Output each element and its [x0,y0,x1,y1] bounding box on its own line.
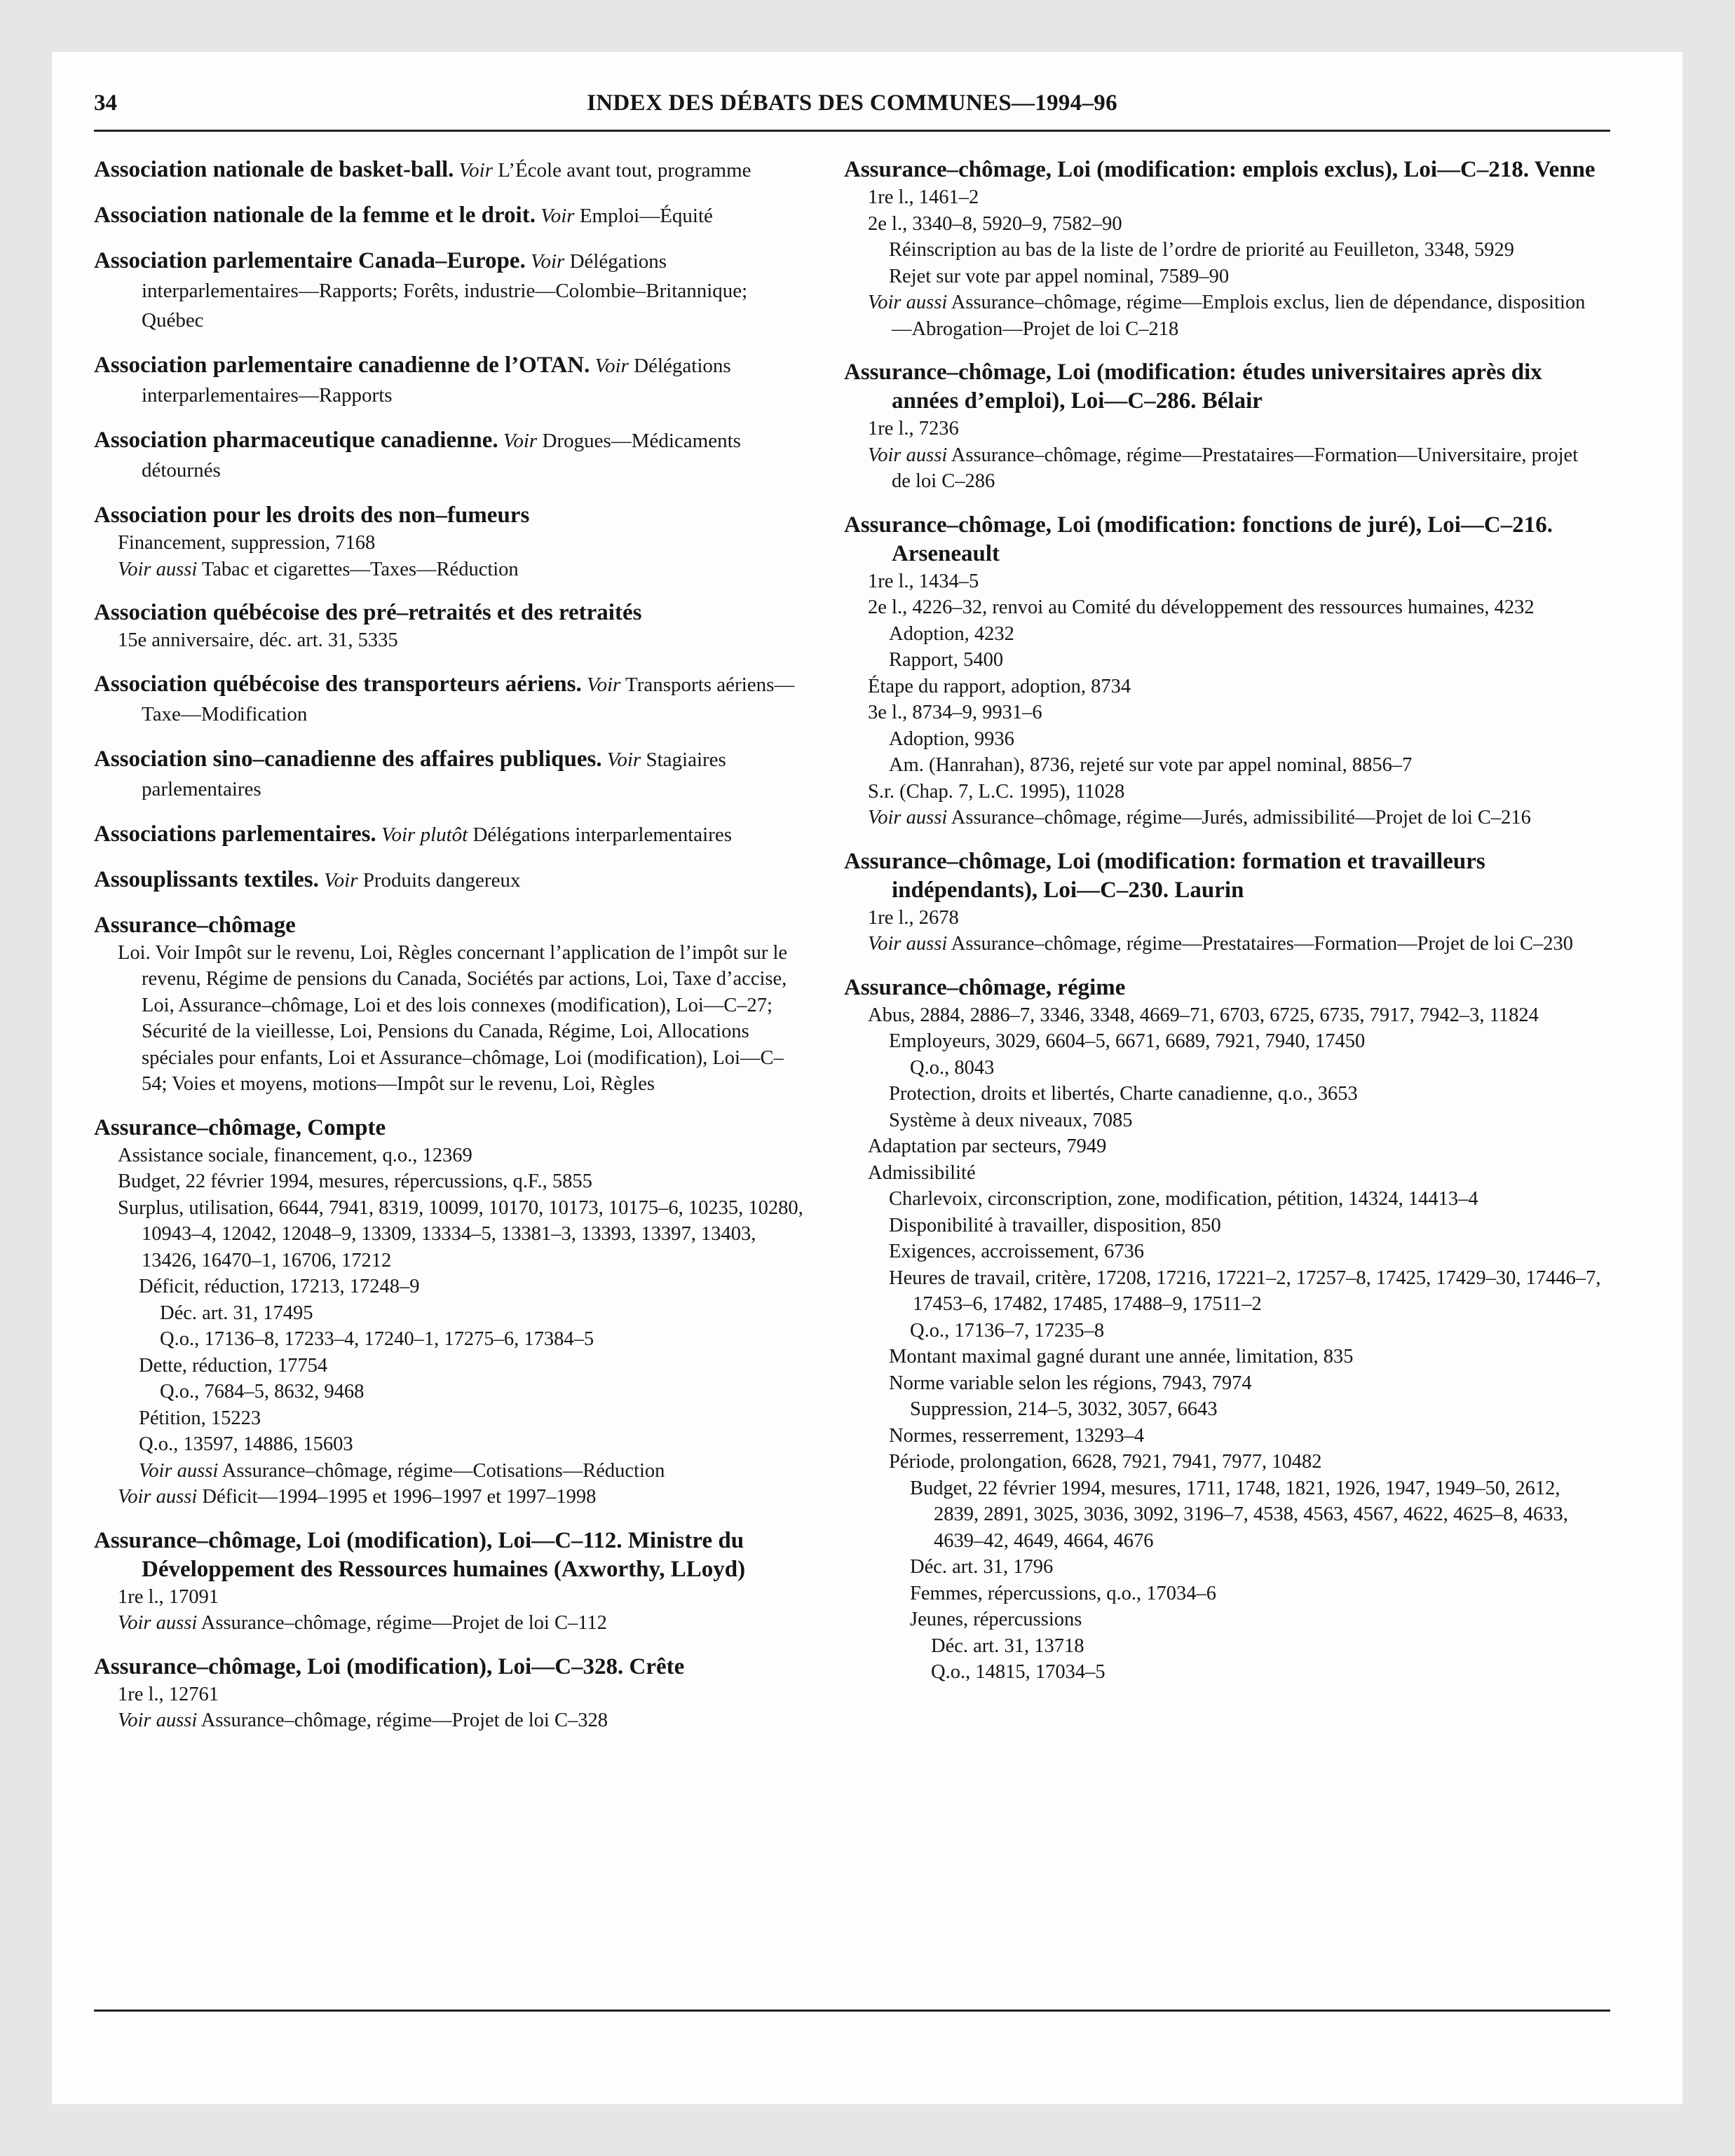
subentry-text: Exigences, accroissement, 6736 [889,1241,1145,1262]
entry-heading [94,501,809,530]
subentry [844,264,1601,290]
see-target: Stagiaires parlementaires [142,748,726,800]
index-entry [94,201,809,231]
entry-heading [94,911,809,940]
heading-text: Association sino–canadienne des affaires publiques. [94,746,602,772]
subentry [94,1195,809,1274]
index-entry [94,426,809,485]
see-target: Transports aériens—Taxe—Modification [142,673,795,725]
subentry [94,1405,809,1432]
index-entry [844,156,1601,342]
subentry-text: 2e l., 4226–32, renvoi au Comité du développement des ressources humaines, 4232 [868,596,1535,618]
left-column [94,156,809,1750]
subentry-text: Assurance–chômage, régime—Emplois exclus, lien de dépendance, disposition—Abrogation—Projet de loi C–218 [892,292,1586,340]
subentry [844,726,1601,753]
see-target: Délégations interparlementaires—Rapports; Forêts, industrie—Colombie–Britannique; Québec [142,250,748,332]
subentry-text: Loi. Voir Impôt sur le revenu, Loi, Règles concernant l’application de l’impôt sur le revenu, Régime de pensions du Canada, Sociétés par actions, Loi, Taxe d’accise, Loi, Assurance–chômage, Loi et des lois connexes (modification), Loi—C–27; Sécurité de la vieillesse, Loi, Pensions du Canada, Régime, Loi, Allocations spéciales pour enfants, Loi et Assurance–chômage, Loi (modification), Loi—C–54; Voies et moyens, motions—Impôt sur le revenu, Loi, Règles [118,941,788,1095]
page-header [94,90,1610,132]
subentry [844,647,1601,674]
subentry [94,627,809,654]
cross-reference [536,205,713,227]
subentry-text: 1re l., 12761 [118,1683,219,1705]
subentry [94,1484,809,1510]
subentry [844,674,1601,700]
heading-text: Association nationale de basket-ball. [94,157,454,182]
subentry [844,184,1601,211]
subentry [94,1326,809,1353]
entry-heading [94,351,809,410]
entry-heading [94,745,809,804]
footer-rule [94,2010,1610,2012]
subentry-text: Suppression, 214–5, 3032, 3057, 6643 [910,1398,1218,1420]
subentry-text: Rapport, 5400 [889,649,1004,671]
subentry [844,1002,1601,1029]
subentry [844,442,1601,495]
subentry-text: 1re l., 17091 [118,1585,219,1608]
subentry [94,557,809,583]
see-word: Voir aussi [118,1486,198,1508]
see-word: Voir [586,673,621,696]
see-target: Drogues—Médicaments détournés [142,430,741,482]
subentry-text: Tabac et cigarettes—Taxes—Réduction [197,558,519,580]
subentry [844,1186,1601,1213]
see-word: Voir aussi [139,1459,219,1482]
index-entry [844,358,1601,495]
subentry-text: Budget, 22 février 1994, mesures, répercussions, q.F., 5855 [118,1171,592,1192]
heading-text: Association pour les droits des non–fumeurs [94,503,530,528]
entry-heading [94,426,809,485]
subentry-text: Assurance–chômage, régime—Jurés, admissibilité—Projet de loi C–216 [947,807,1531,828]
subentry-text: Assurance–chômage, régime—Cotisations—Réduction [218,1459,665,1482]
subentry-text: S.r. (Chap. 7, L.C. 1995), 11028 [868,780,1125,803]
see-word: Voir [503,430,538,452]
entry-heading [94,201,809,231]
see-target: L’École avant tout, programme [492,159,751,182]
cross-reference [376,824,732,846]
subentry-text: Q.o., 8043 [910,1056,995,1079]
subentry [94,530,809,557]
index-entry [844,511,1601,831]
see-word: Voir plutôt [381,823,468,846]
see-word: Voir aussi [868,292,948,313]
index-entry [94,599,809,654]
subentry-text: Étape du rapport, adoption, 8734 [868,675,1131,697]
heading-text: Association québécoise des pré–retraités et des retraités [94,600,642,625]
subentry [94,940,809,1098]
subentry [844,1633,1601,1660]
subentry-text: Employeurs, 3029, 6604–5, 6671, 6689, 7921, 7940, 17450 [889,1030,1366,1052]
entry-heading [94,820,809,850]
subentry-text: Déc. art. 31, 17495 [160,1302,313,1324]
subentry [94,1431,809,1458]
heading-text: Assurance–chômage, régime [844,974,1126,1000]
subentry-text: Abus, 2884, 2886–7, 3346, 3348, 4669–71, 6703, 6725, 6735, 7917, 7942–3, 11824 [868,1004,1539,1026]
subentry [844,1423,1601,1449]
subentry-text: Pétition, 15223 [139,1407,261,1429]
subentry [94,1379,809,1405]
subentry [94,1584,809,1611]
cross-reference [319,869,521,892]
subentry-text: Dette, réduction, 17754 [139,1354,328,1377]
subentry [844,1213,1601,1239]
see-target: Délégations interparlementaires—Rapports [142,355,731,407]
subentry [844,1081,1601,1107]
heading-text: Assurance–chômage, Loi (modification: emplois exclus), Loi—C–218. Venne [844,157,1595,182]
subentry [844,779,1601,805]
heading-text: Association parlementaire canadienne de l’OTAN. [94,353,590,378]
subentry-text: Budget, 22 février 1994, mesures, 1711, 1748, 1821, 1926, 1947, 1949–50, 2612, 2839, 2891, 3025, 3036, 3092, 3196–7, 4538, 4563, 4567, 4622, 4625–8, 4633, 4639–42, 4649, 4664, 4676 [910,1477,1568,1552]
heading-text: Assurance–chômage, Compte [94,1114,386,1140]
subentry [844,1055,1601,1082]
subentry-text: Déc. art. 31, 13718 [931,1635,1084,1657]
index-entry [94,351,809,410]
index-entry [94,866,809,895]
subentry-text: Q.o., 13597, 14886, 15603 [139,1433,353,1455]
heading-text: Assouplissants textiles. [94,866,319,892]
subentry [844,1133,1601,1160]
heading-text: Associations parlementaires. [94,821,376,847]
subentry-text: Q.o., 7684–5, 8632, 9468 [160,1381,365,1403]
right-column [844,156,1601,1702]
subentry [844,594,1601,621]
subentry-text: Adoption, 9936 [889,728,1014,750]
see-word: Voir aussi [868,807,948,828]
subentry [844,211,1601,238]
entry-heading [94,1114,809,1142]
subentry-text: Financement, suppression, 7168 [118,532,376,554]
index-entry [94,670,809,729]
entry-heading [844,156,1601,184]
subentry [844,1581,1601,1607]
subentry-text: Adoption, 4232 [889,622,1014,645]
index-entry [94,820,809,850]
subentry-text: Adaptation par secteurs, 7949 [868,1135,1107,1157]
see-word: Voir [530,250,565,273]
subentry-text: 1re l., 1461–2 [868,186,979,208]
subentry-text: Système à deux niveaux, 7085 [889,1109,1133,1131]
subentry-text: Am. (Hanrahan), 8736, rejeté sur vote par appel nominal, 8856–7 [889,754,1413,776]
subentry-text: Heures de travail, critère, 17208, 17216, 17221–2, 17257–8, 17425, 17429–30, 17446–7, 17453–6, 17482, 17485, 17488–9, 17511–2 [889,1267,1601,1315]
subentry [844,931,1601,957]
entry-heading [94,1527,809,1584]
heading-text: Assurance–chômage, Loi (modification: fonctions de juré), Loi—C–216. Arseneault [844,512,1553,566]
entry-heading [844,358,1601,416]
entry-heading [94,1653,809,1681]
subentry [844,1370,1601,1397]
subentry [94,1168,809,1195]
subentry-text: Assurance–chômage, régime—Projet de loi C–328 [197,1710,608,1731]
cross-reference [454,159,751,182]
subentry [844,289,1601,342]
subentry [844,237,1601,264]
subentry-text: 1re l., 2678 [868,906,959,929]
index-entry [94,911,809,1098]
index-entry [844,847,1601,957]
subentry [94,1142,809,1169]
subentry-text: Période, prolongation, 6628, 7921, 7941, 7977, 10482 [889,1451,1322,1473]
subentry-text: Protection, droits et libertés, Charte canadienne, q.o., 3653 [889,1083,1358,1105]
index-entry [94,247,809,335]
subentry [844,1344,1601,1370]
subentry [94,1274,809,1300]
subentry [844,1318,1601,1344]
entry-heading [94,599,809,627]
subentry-text: Jeunes, répercussions [910,1609,1082,1630]
see-word: Voir [324,868,358,892]
subentry [94,1681,809,1708]
see-word: Voir aussi [868,444,948,466]
index-entry [94,156,809,185]
subentry-text: 1re l., 1434–5 [868,570,979,592]
subentry [844,1107,1601,1134]
see-word: Voir aussi [118,558,198,580]
subentry-text: Déficit, réduction, 17213, 17248–9 [139,1276,420,1297]
subentry [844,1475,1601,1555]
subentry [844,700,1601,726]
entry-heading [844,511,1601,568]
see-target: Produits dangereux [358,868,521,892]
subentry-text: 15e anniversaire, déc. art. 31, 5335 [118,629,398,651]
subentry [844,905,1601,932]
subentry [844,752,1601,779]
heading-text: Assurance–chômage, Loi (modification: études universitaires après dix années d’emploi), Loi—C–286. Bélair [844,360,1542,414]
see-target: Emploi—Équité [574,205,713,227]
subentry-text: Rejet sur vote par appel nominal, 7589–90 [889,265,1230,287]
subentry-text: Admissibilité [868,1161,976,1184]
subentry-text: Montant maximal gagné durant une année, limitation, 835 [889,1346,1354,1367]
see-word: Voir [540,205,575,227]
subentry-text: Assurance–chômage, régime—Prestataires—Formation—Universitaire, projet de loi C–286 [892,444,1579,492]
heading-text: Association québécoise des transporteurs aériens. [94,671,582,697]
subentry-text: Déc. art. 31, 1796 [910,1556,1054,1578]
page-number: 34 [94,90,117,116]
heading-text: Assurance–chômage, Loi (modification), Loi—C–112. Ministre du Développement des Ressources humaines (Axworthy, LLoyd) [94,1527,746,1582]
see-word: Voir aussi [118,1710,198,1731]
see-word: Voir [606,748,641,771]
see-target: Délégations interparlementaires [468,823,733,846]
subentry-text: Normes, resserrement, 13293–4 [889,1424,1145,1447]
see-word: Voir [594,355,629,377]
heading-text: Association parlementaire Canada–Europe. [94,248,526,273]
subentry [844,416,1601,442]
subentry [94,1610,809,1637]
subentry [844,1028,1601,1055]
subentry [94,1353,809,1379]
see-word: Voir aussi [118,1612,198,1634]
entry-heading [844,847,1601,905]
subentry [844,805,1601,831]
subentry [94,1707,809,1734]
subentry [844,1449,1601,1475]
subentry [844,1659,1601,1686]
see-word: Voir aussi [868,933,948,955]
subentry-text: Assurance–chômage, régime—Projet de loi C–112 [197,1612,607,1634]
subentry [844,1554,1601,1581]
see-word: Voir [458,159,493,182]
subentry-text: 1re l., 7236 [868,418,959,439]
index-entry [94,1653,809,1734]
subentry-text: 3e l., 8734–9, 9931–6 [868,702,1042,723]
running-title: INDEX DES DÉBATS DES COMMUNES—1994–96 [587,90,1117,116]
subentry [844,568,1601,595]
subentry [94,1458,809,1485]
subentry-text: Q.o., 17136–8, 17233–4, 17240–1, 17275–6, 17384–5 [160,1328,594,1350]
subentry [844,1265,1601,1318]
index-entry [94,1527,809,1637]
entry-heading [94,670,809,729]
subentry-text: Q.o., 14815, 17034–5 [931,1661,1105,1683]
index-page [52,52,1682,2104]
heading-text: Assurance–chômage, Loi (modification), Loi—C–328. Crête [94,1653,685,1679]
subentry [844,1606,1601,1633]
subentry-text: Assistance sociale, financement, q.o., 12369 [118,1144,472,1166]
subentry-text: Disponibilité à travailler, disposition, 850 [889,1214,1221,1236]
heading-text: Association pharmaceutique canadienne. [94,428,498,453]
subentry [844,621,1601,648]
subentry-text: Femmes, répercussions, q.o., 17034–6 [910,1582,1216,1604]
index-entry [94,501,809,582]
entry-heading [844,974,1601,1002]
index-entry [94,1114,809,1510]
entry-heading [94,866,809,895]
entry-heading [94,247,809,335]
subentry-text: Réinscription au bas de la liste de l’ordre de priorité au Feuilleton, 3348, 5929 [889,239,1514,261]
subentry-text: Surplus, utilisation, 6644, 7941, 8319, 10099, 10170, 10173, 10175–6, 10235, 10280, 10943–4, 12042, 12048–9, 13309, 13334–5, 13381–3, 13393, 13397, 13403, 13426, 16470–1, 16706, 17212 [118,1196,803,1271]
subentry-text: Charlevoix, circonscription, zone, modification, pétition, 14324, 14413–4 [889,1188,1478,1210]
subentry [844,1239,1601,1265]
subentry-text: Norme variable selon les régions, 7943, 7974 [889,1372,1252,1394]
heading-text: Association nationale de la femme et le droit. [94,203,536,228]
subentry-text: Q.o., 17136–7, 17235–8 [910,1319,1105,1342]
heading-text: Assurance–chômage [94,912,296,938]
subentry-text: 2e l., 3340–8, 5920–9, 7582–90 [868,212,1122,235]
subentry-text: Déficit—1994–1995 et 1996–1997 et 1997–1998 [197,1486,597,1508]
subentry [844,1160,1601,1187]
index-entry [94,745,809,804]
heading-text: Assurance–chômage, Loi (modification: formation et travailleurs indépendants), Loi—C–230. Laurin [844,848,1485,903]
subentry-text: Assurance–chômage, régime—Prestataires—Formation—Projet de loi C–230 [947,933,1574,955]
subentry [844,1396,1601,1423]
subentry [94,1300,809,1327]
index-entry [844,974,1601,1686]
entry-heading [94,156,809,185]
